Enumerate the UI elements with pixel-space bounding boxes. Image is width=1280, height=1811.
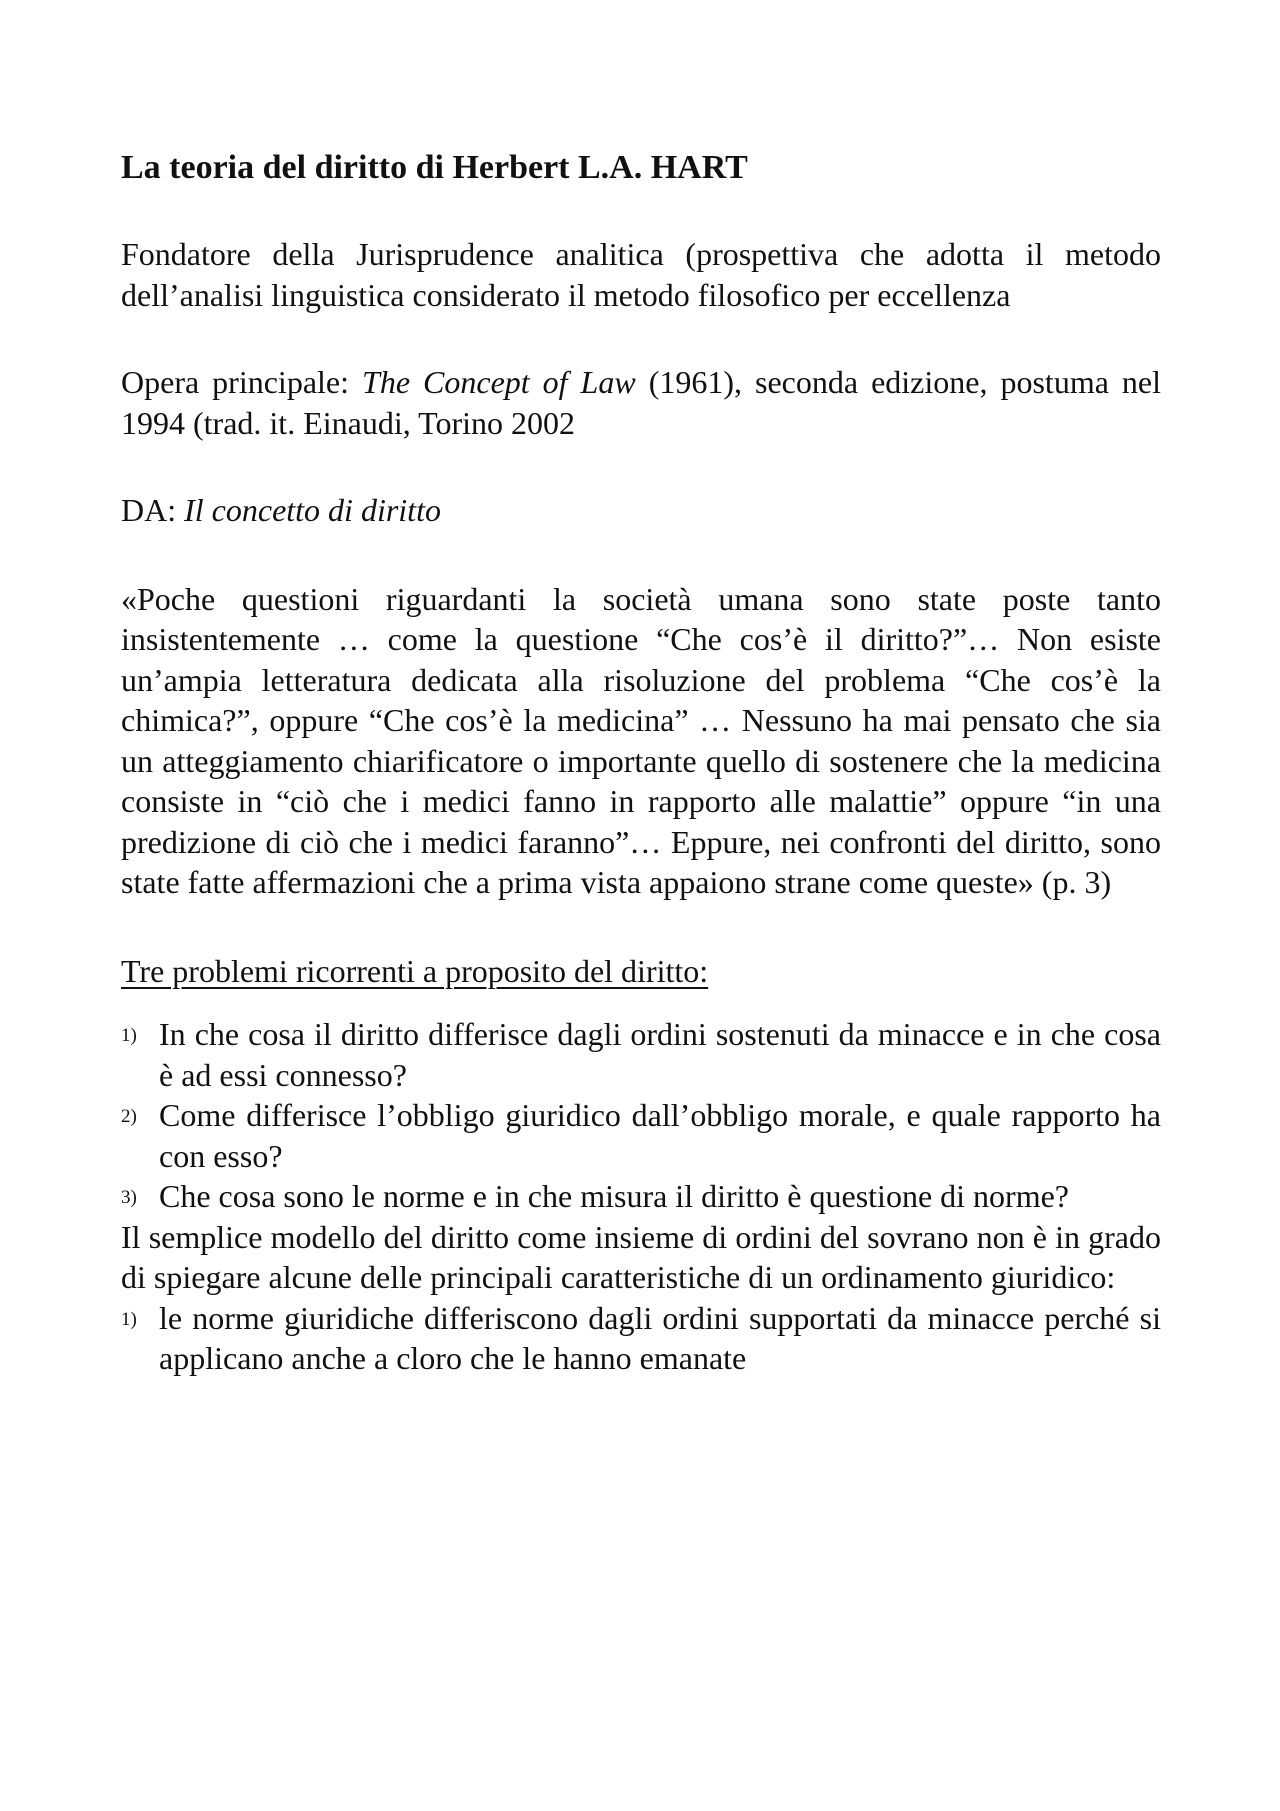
source-paragraph (121, 490, 1161, 531)
model-paragraph: Il semplice modello del diritto come insieme di ordini del sovrano non è in grado di spiegare alcune delle principali caratteristiche di un ordinamento giuridico: (121, 1218, 1161, 1295)
source-title: Il concetto di diritto (184, 492, 441, 528)
list-item-number: 3) (121, 1187, 137, 1208)
list-item-number: 1) (121, 1308, 137, 1330)
document-page (121, 148, 1161, 1379)
problems-heading: Tre problemi ricorrenti a proposito del diritto: (121, 952, 709, 989)
source-prefix: DA: (121, 492, 185, 528)
model-list (121, 1298, 1161, 1379)
main-work-paragraph (121, 362, 1161, 443)
list-item (121, 1014, 1161, 1095)
list-item-text: Come differisce l’obbligo giuridico dall’obbligo morale, e quale rapporto ha con esso? (159, 1097, 1161, 1174)
quote-paragraph: «Poche questioni riguardanti la società umana sono state poste tanto insistentemente … come la questione “Che cos’è il diritto?”… Non esiste un’ampia letteratura dedicata alla risoluzione del problema “Che cos’è la chimica?”, oppure “Che cos’è la medicina” … Nessuno ha mai pensato che sia un atteggiamento chiarificatore o importante quello di sostenere che la medicina consiste in “ciò che i medici fanno in rapporto alle malattie” oppure “in una predizione di ciò che i medici faranno”… Eppure, nei confronti del diritto, sono state fatte affermazioni che a prima vista appaiono strane come queste» (p. 3) (121, 580, 1161, 900)
list-item (121, 1176, 1161, 1217)
document-title: La teoria del diritto di Herbert L.A. HART (121, 149, 748, 186)
list-item (121, 1298, 1161, 1379)
list-item-text: In che cosa il diritto differisce dagli ordini sostenuti da minacce e in che cosa è ad essi connesso? (159, 1016, 1161, 1093)
list-item-text: Che cosa sono le norme e in che misura il diritto è questione di norme? (159, 1178, 1069, 1214)
main-work-suffix: (1961), seconda edizione, postuma nel 1994 (trad. it. Einaudi, Torino 2002 (121, 364, 1162, 441)
main-work-title: The Concept of Law (362, 364, 636, 400)
list-item-number: 2) (121, 1106, 137, 1127)
list-item (121, 1095, 1161, 1176)
list-item-number: 1) (121, 1025, 137, 1046)
problems-list (121, 1014, 1161, 1217)
main-work-prefix: Opera principale: (121, 364, 363, 400)
founder-paragraph: Fondatore della Jurisprudence analitica (prospettiva che adotta il metodo dell’analisi linguistica considerato il metodo filosofico per eccellenza (121, 236, 1161, 313)
list-item-text: le norme giuridiche differiscono dagli ordini supportati da minacce perché si applicano anche a cloro che le hanno emanate (159, 1299, 1161, 1376)
